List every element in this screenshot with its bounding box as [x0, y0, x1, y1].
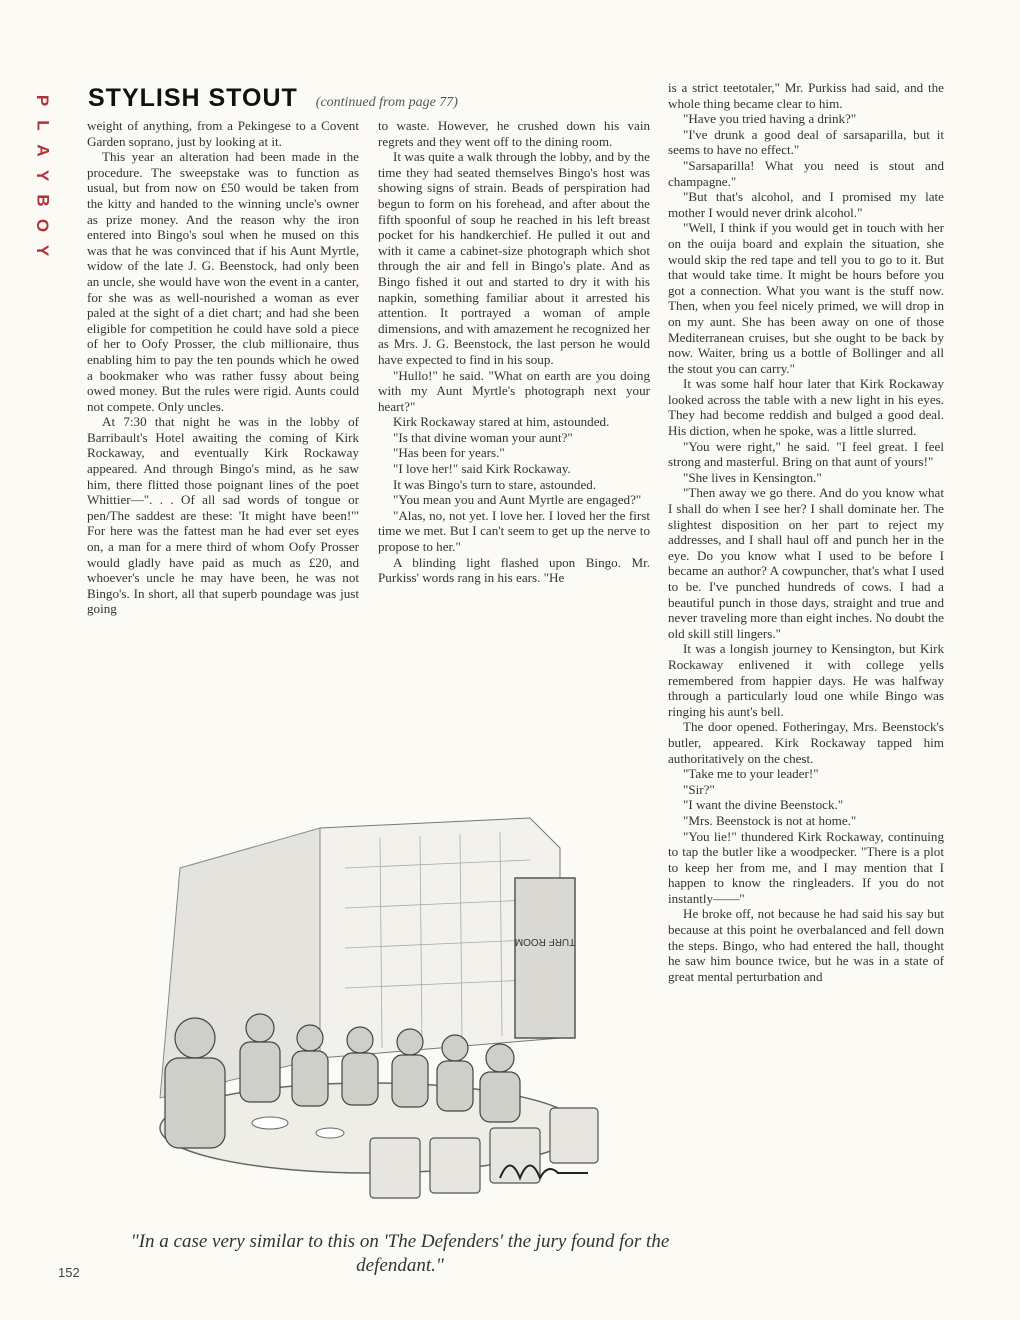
article-paragraph: At 7:30 that night he was in the lobby of Barribault's Hotel awaiting the coming of Kirk Rockaway, and eventually Kirk Rockaway appeared. And through Bingo's mind, as he saw him, there flitted those poignant lines of the poet Whittier—". . . Of all sad words of tongue or pen/The saddest are these: 'It might have been!'" For here was the fattest man he had ever set eyes on, a man for a mere third of whom Oofy Prosser would gladly have paid as much as £20, and whoever's uncle he may have been, he was not Bingo's. In short, all that superb poundage was just going [87, 414, 359, 617]
article-paragraph: "Has been for years." [393, 445, 505, 461]
article-paragraph: "You lie!" thundered Kirk Rockaway, continuing to tap the butler like a woodpecker. "There is a plot to keep her from me, and I may mention that I happen to know the ringleaders. If you do not instantly——" [668, 828, 944, 906]
article-paragraph: "I've drunk a good deal of sarsaparilla, but it seems to have no effect." [668, 126, 944, 158]
article-paragraph: A blinding light flashed upon Bingo. Mr. Purkiss' words rang in his ears. "He [378, 554, 650, 586]
article-paragraph: "Mrs. Beenstock is not at home." [683, 812, 857, 828]
article-paragraph: "Take me to your leader!" [683, 766, 819, 782]
article-paragraph: weight of anything, from a Pekingese to a Covent Garden soprano, just by looking at it. [87, 118, 359, 149]
cartoon-illustration [120, 808, 660, 1218]
magazine-title-letter: Y [33, 244, 53, 257]
article-paragraph: It was Bingo's turn to stare, astounded. [393, 476, 597, 492]
article-paragraph: "Is that divine woman your aunt?" [393, 429, 573, 445]
text-column-1 [87, 118, 359, 617]
article-paragraph: "I love her!" said Kirk Rockaway. [393, 461, 571, 477]
article-paragraph: "But that's alcohol, and I promised my late mother I would never drink alcohol." [668, 189, 944, 220]
magazine-title-letter: Y [33, 169, 53, 182]
article-paragraph: is a strict teetotaler," Mr. Purkiss had said, and the whole thing became clear to him. [668, 80, 944, 111]
article-paragraph: He broke off, not because he had said his say but because at this point he overbalanced and fell down the steps. Bingo, who had entered the hall, thought he saw him bounce twice, but he was in a state of great mental perturbation and [668, 906, 944, 984]
article-paragraph: The door opened. Fotheringay, Mrs. Beenstock's butler, appeared. Kirk Rockaway tapped him authoritatively on the chest. [668, 719, 944, 766]
article-paragraph: "She lives in Kensington." [683, 469, 822, 485]
article-paragraph: to waste. However, he crushed down his vain regrets and they went off to the dining room. [378, 118, 650, 149]
article-paragraph: It was some half hour later that Kirk Rockaway looked across the table with a new light in his eyes. They had become reddish and bulged a good deal. His diction, when he spoke, was a little slurred. [668, 376, 944, 439]
article-paragraph: It was quite a walk through the lobby, and by the time they had seated themselves Bingo's host was showing signs of strain. Beads of perspiration had begun to form on his forehead, and after about the fifth spoonful of soup he reached in his left breast pocket for his handkerchief. He pulled it out and with it came a cabinet-size photograph which shot through the air and fell in Bingo's plate. And as Bingo fished it out and started to dry it with his napkin, something familiar about it arrested his attention. It portrayed a woman of ample dimensions, and with amazement he recognized her as Mrs. J. G. Beenstock, the last person he would have expected to find in his soup. [378, 149, 650, 367]
magazine-title-letter: A [33, 144, 53, 157]
article-title: STYLISH STOUT [88, 84, 298, 112]
door-sign-text: TURF ROOM [514, 936, 576, 947]
article-paragraph: This year an alteration had been made in the procedure. The sweepstake was to function as usual, but from now on £50 would be taken from the kitty and handed to the winning uncle's owner as prize money. And the reason why the iron entered into Bingo's soul when he mused on this was that he was convinced that if his Aunt Myrtle, widow of the late J. G. Beenstock, had only been an uncle, she would have won the event in a canter, for she was as well-nourished a woman as ever paled at the sight of a diet chart; and had she been eligible for competition he could have sold a piece of her to Oofy Prosser, the club millionaire, thus enabling him to pay the ten pounds which he owed a bookmaker who was rather fussy about being owed money. But the rules were rigid. Aunts could not compete. Only uncles. [87, 149, 359, 414]
article-paragraph: "Then away we go there. And do you know what I shall do when I see her? I shall dominate her. The slightest disposition on her part to reject my addresses, and I shall haul off and punch her in the eye. Do you know what I used to be before I became an author? A cowpuncher, that's what I used to be. I've punched hundreds of cows. I had a beautiful punch in those days, straight and true and never traveling more than eight inches. No doubt the old skill still lingers." [668, 485, 944, 641]
magazine-title-letter: P [33, 94, 53, 107]
article-paragraph: "You were right," he said. "I feel great. I feel strong and masterful. Bring on that aunt of yours!" [668, 438, 944, 470]
article-paragraph: "Have you tried having a drink?" [683, 111, 857, 127]
magazine-title-letter: B [33, 194, 53, 207]
article-paragraph: "You mean you and Aunt Myrtle are engaged?" [393, 492, 642, 508]
page-number: 152 [58, 1265, 80, 1280]
article-paragraph: "Sir?" [683, 781, 715, 797]
magazine-title-letter: L [33, 120, 53, 131]
magazine-title-letter: O [33, 218, 53, 233]
article-paragraph: Kirk Rockaway stared at him, astounded. [393, 414, 610, 430]
continued-from-note: (continued from page 77) [315, 95, 458, 110]
text-column-2 [378, 118, 650, 586]
article-header [88, 84, 648, 114]
text-column-3 [668, 80, 944, 984]
article-paragraph: "Well, I think if you would get in touch with her on the ouija board and explain the situation, she would skip the red tape and tell you to go to it. But that would take time. It might be hours before you got a connection. What you want is the stuff now. Then, when you feel nicely primed, we will drop in on my aunt. She has been away on one of those Mediterranean cruises, but she ought to be back by now. Waiter, bring us a bottle of Bollinger and all the stout you can carry." [668, 220, 944, 376]
article-paragraph: "Sarsaparilla! What you need is stout and champagne." [668, 157, 944, 189]
article-paragraph: It was a longish journey to Kensington, but Kirk Rockaway enlivened it with college yells remembered from happier days. He was halfway through a particularly loud one while Bingo was ringing his aunt's bell. [668, 641, 944, 719]
article-paragraph: "Hullo!" he said. "What on earth are you doing with my Aunt Myrtle's photograph next your heart?" [378, 367, 650, 414]
article-paragraph: "I want the divine Beenstock." [683, 797, 844, 813]
cartoon-caption: "In a case very similar to this on 'The Defenders' the jury found for the defendant." [130, 1231, 670, 1276]
magazine-vertical-title [30, 88, 56, 263]
article-paragraph: "Alas, no, not yet. I love her. I loved her the first time we met. But I can't seem to get up the nerve to propose to her." [378, 507, 650, 555]
